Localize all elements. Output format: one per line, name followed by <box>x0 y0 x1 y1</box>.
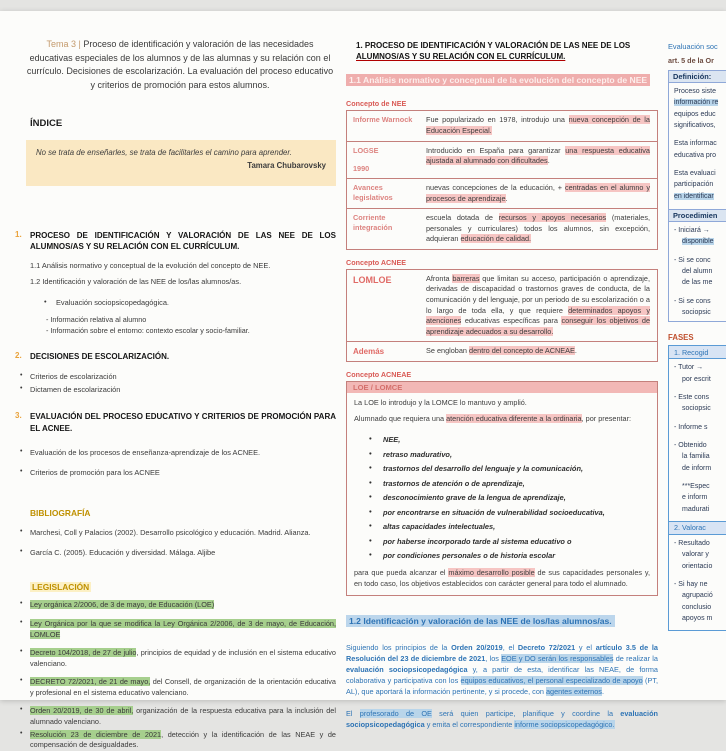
right-column <box>668 42 726 631</box>
index-item: • Evaluación de los procesos de enseñanza-aprendizaje de los ACNEE. <box>30 448 336 458</box>
row-text: Introducido en España para garantizar una respuesta educativa ajustada al alumnado con dificultades. <box>426 145 650 166</box>
section-number: 3. <box>15 411 22 421</box>
bibliography-item: • García C. (2005). Educación y diversidad. Málaga. Aljibe <box>30 548 336 558</box>
legislation-item: • Ley Orgánica por la que se modifica la Ley Orgánica 2/2006, de 3 de mayo, de Educación, LOMLOE <box>30 619 336 640</box>
box-header: LOE / LOMCE <box>347 382 657 393</box>
table-row <box>347 341 657 361</box>
main-heading <box>346 40 658 62</box>
box-paragraph: Alumnado que requiera una atención educativa diferente a la ordinaria, por presentar: <box>354 414 632 424</box>
index-subitem: - Información relativa al alumno <box>46 315 147 325</box>
index-section-3 <box>15 411 336 433</box>
box-bullet: • trastornos del desarrollo del lenguaje y la comunicación, <box>347 464 657 473</box>
row-text: Se engloban dentro del concepto de ACNEAE. <box>426 346 577 356</box>
row-label: Además <box>353 347 385 357</box>
bibliography-heading: BIBLIOGRAFÍA <box>30 507 91 518</box>
index-bullet: • Evaluación sociopsicopedagógica. <box>30 298 336 307</box>
right-subtitle: art. 5 de la Or <box>668 56 714 65</box>
index-section-2 <box>15 351 336 362</box>
row-text: nuevas concepciones de la educación, + centradas en el alumno y procesos de aprendizaje. <box>426 182 651 203</box>
body-paragraph: El profesorado de OE será quien participe, planifique y coordine la evaluación sociopsicopedagógica y emita el correspondiente informe sociopsicopedagógico. <box>346 708 658 729</box>
right-title: Evaluación soc <box>668 42 718 51</box>
index-item: • Criterios de escolarización <box>30 372 336 382</box>
legislation-item: • Decreto 104/2018, de 27 de julio, principios de equidad y de inclusión en el sistema educativo valenciano. <box>30 648 336 669</box>
index-subitem: - Información sobre el entorno: contexto escolar y socio-familiar. <box>46 326 250 336</box>
table-row <box>347 270 657 341</box>
row-label: LOGSE 1990 <box>353 145 379 173</box>
table-row <box>347 111 657 140</box>
index-item: • Criterios de promoción para los ACNEE <box>30 468 336 478</box>
box-bullet: • por condiciones personales o de historia escolar <box>347 551 657 560</box>
section-title: DECISIONES DE ESCOLARIZACIÓN. <box>30 352 170 362</box>
quote-text: No se trata de enseñarles, se trata de facilitarles el camino para aprender. <box>36 148 292 157</box>
index-item: • Dictamen de escolarización <box>30 385 336 395</box>
box-bullet: • altas capacidades intelectuales, <box>347 522 657 531</box>
section-number: 2. <box>15 351 22 361</box>
phases-heading: FASES <box>668 333 694 343</box>
bibliography-item: • Marchesi, Coll y Palacios (2002). Desarrollo psicológico y educación. Madrid. Alianza. <box>30 528 336 538</box>
index-item-1-2: 1.2 Identificación y valoración de las NEE de los/las alumnos/as. <box>30 277 242 287</box>
row-label: Avances legislativos <box>353 182 393 203</box>
legislation-item: • Resolución 23 de diciembre de 2021, detección y la identificación de las NEAE y de compensación de desigualdades. <box>30 730 336 751</box>
box-bullet: • retraso madurativo, <box>347 450 657 459</box>
box-bullet: • por haberse incorporado tarde al sistema educativo o <box>347 537 657 546</box>
definition-header: Definición: <box>669 71 726 83</box>
section-title: EVALUACIÓN DEL PROCESO EDUCATIVO Y CRITERIOS DE PROMOCIÓN PARA EL ACNEE. <box>30 412 336 433</box>
row-text: escuela dotada de recursos y apoyos necesarios (materiales, personales y curriculares) todos los alumnos, sin excepción, adquieran educación de calidad. <box>426 213 650 244</box>
legislation-item: • Ley orgánica 2/2006, de 3 de mayo, de Educación (LOE) <box>30 600 336 611</box>
quote-author: Tamara Chubarovsky <box>247 160 326 170</box>
legislation-item: • Orden 20/2019, de 30 de abril, organización de la respuesta educativa para la inclusión del alumnado valenciano. <box>30 706 336 727</box>
row-label: Informe Warnock <box>353 115 413 125</box>
table-row <box>347 141 657 178</box>
quote-box <box>26 140 336 186</box>
row-text: Afronta barreras que limitan su acceso, participación o aprendizaje, derivadas de discapacidad o trastornos graves de conducta, de la comunicación y del lenguaje, por un periodo de su escolarización o a lo largo de toda ella, y que requiere determinados apoyos y atenciones educativas específicas para conseguir los objetivos de aprendizaje adecuados a su desarrollo. <box>426 273 651 336</box>
section-number: 1. <box>15 229 22 239</box>
concept-nee-label: Concepto de NEE <box>346 99 407 109</box>
middle-column <box>346 40 658 731</box>
legislation-item: • DECRETO 72/2021, de 21 de mayo, del Consell, de organización de la orientación educativa y profesional en el sistema educativo valenciano. <box>30 677 336 698</box>
phase-row-body: - Resultado valorar y orientacio - Si hay ne agrupació conclusio apoyos m <box>674 539 713 622</box>
left-column <box>15 38 336 751</box>
definition-box <box>668 70 726 322</box>
index-heading: ÍNDICE <box>30 118 63 129</box>
concept-acnee-label: Concepto ACNEE <box>346 257 407 267</box>
concept-nee-table <box>346 110 658 249</box>
phase-row-header: 2. Valorac <box>669 521 726 535</box>
row-label: Corriente integración <box>353 213 393 233</box>
legislation-heading: LEGISLACIÓN <box>32 582 90 593</box>
concept-acneae-label: Concepto ACNEAE <box>346 370 412 380</box>
procedure-body: - Iniciará → disponible - Si se conc del alumn de las me - Si se cons sociopsic <box>674 226 714 316</box>
definition-body: Proceso siste información re equipos educ significativos, Esta informac educativa pro Esta evaluaci participación en identificar <box>674 88 719 200</box>
subsection-1-2-banner: 1.2 Identificación y valoración de las NEE de los/las alumnos/as. <box>346 608 658 632</box>
box-paragraph: para que pueda alcanzar el máximo desarrollo posible de sus capacidades personales y, en todo caso, los objetivos establecidos con carácter general para todo el alumnado. <box>354 568 651 588</box>
section-title: PROCESO DE IDENTIFICACIÓN Y VALORACIÓN DE LAS NEE DE LOS ALUMNOS/AS Y SU RELACIÓN CON EL CURRÍCULUM. <box>30 230 336 251</box>
page-title: Tema 3 | Proceso de identificación y valoración de las necesidades educativas especiales de los alumnos y de las alumnas y su relación con el currículo. Decisiones de escolarización. La evaluación del proceso educativo y criterios de promoción para estos alumnos. <box>26 39 334 90</box>
box-bullet: • desconocimiento grave de la lengua de aprendizaje, <box>347 493 657 502</box>
body-paragraph: Siguiendo los principios de la Orden 20/2019, el Decreto 72/2021 y el artículo 3.5 de la Resolución del 23 de diciembre de 2021, los EOE y DO serán los responsables de realizar la evaluación sociopsicopedagógica y, a partir de esta, identificar las NEAE, de forma colaborativa y participativa con los equipos educativos, el personal especializado de apoyo (PT, AL), que aportará la información pertinente, y si procede, con agentes externos. <box>346 643 658 697</box>
box-bullet: • por encontrarse en situación de vulnerabilidad socioeducativa, <box>347 508 657 517</box>
phase-row-header: 1. Recogid <box>669 346 726 359</box>
phases-table <box>668 345 726 631</box>
main-heading-line2: ALUMNOS/AS Y SU RELACIÓN CON EL CURRÍCULUM. <box>356 52 566 62</box>
concept-acnee-table <box>346 269 658 363</box>
procedure-header: Procedimien <box>669 209 726 222</box>
box-bullet: • NEE, <box>347 435 657 444</box>
main-heading-line1: 1. PROCESO DE IDENTIFICACIÓN Y VALORACIÓN DE LAS NEE DE LOS <box>356 41 631 50</box>
row-text: Fue popularizado en 1978, introdujo una nueva concepción de la Educación Especial. <box>426 115 650 135</box>
index-section-1 <box>15 229 336 252</box>
box-bullet: • trastornos de atención o de aprendizaje, <box>347 479 657 488</box>
box-paragraph: La LOE lo introdujo y la LOMCE lo mantuvo y amplió. <box>354 398 527 408</box>
row-label: LOMLOE <box>353 274 392 285</box>
table-row <box>347 208 657 249</box>
concept-acneae-box <box>346 381 658 596</box>
table-row <box>347 178 657 208</box>
index-item-1-1: 1.1 Análisis normativo y conceptual de la evolución del concepto de NEE. <box>30 261 271 271</box>
phase-row-body: - Tutor → por escrit - Este cons sociopsic - Informe s - Obtenido la familia de inform ***Espec e inform madurati <box>674 364 712 513</box>
subsection-1-1-banner: 1.1 Análisis normativo y conceptual de la evolución del concepto de NEE <box>346 67 658 91</box>
